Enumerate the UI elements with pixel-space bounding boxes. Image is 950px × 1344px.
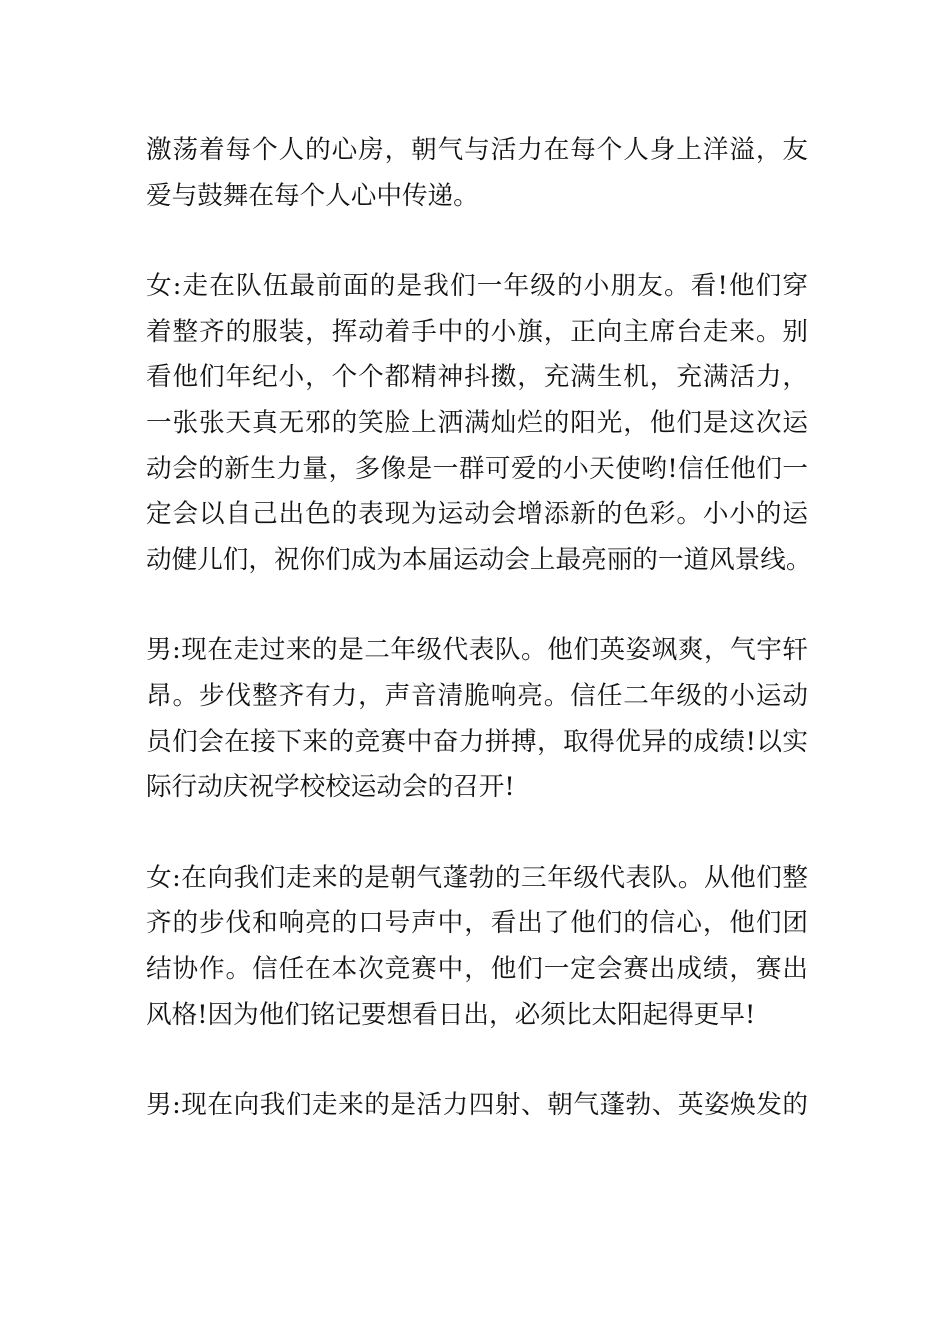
document-body xyxy=(146,128,812,1174)
text-line: 一张张天真无邪的笑脸上洒满灿烂的阳光，他们是这次运 xyxy=(146,407,808,438)
paragraph-3 xyxy=(146,628,808,810)
text-line: 激荡着每个人的心房，朝气与活力在每个人身上洋溢，友 xyxy=(146,135,808,165)
text-line: 男:现在走过来的是二年级代表队。他们英姿飒爽，气宇轩 xyxy=(146,635,808,666)
text-line: 结协作。信任在本次竞赛中，他们一定会赛出成绩，赛出 xyxy=(146,953,808,984)
text-line: 风格!因为他们铭记要想看日出，必须比太阳起得更早! xyxy=(146,999,756,1030)
text-line: 员们会在接下来的竞赛中奋力拼搏，取得优异的成绩!以实 xyxy=(146,726,808,757)
text-line: 动健儿们，祝你们成为本届运动会上最亮丽的一道风景线。 xyxy=(146,544,812,575)
paragraph-1 xyxy=(146,128,808,219)
paragraph-4 xyxy=(146,856,808,1038)
paragraph-5 xyxy=(146,1083,808,1129)
text-line: 定会以自己出色的表现为运动会增添新的色彩。小小的运 xyxy=(146,499,808,530)
text-line: 看他们年纪小，个个都精神抖擞，充满生机，充满活力， xyxy=(146,362,808,393)
text-line: 女:在向我们走来的是朝气蓬勃的三年级代表队。从他们整 xyxy=(146,862,808,893)
text-line: 昂。步伐整齐有力，声音清脆响亮。信任二年级的小运动 xyxy=(146,680,808,711)
text-line: 爱与鼓舞在每个人心中传递。 xyxy=(146,180,479,211)
text-line: 女:走在队伍最前面的是我们一年级的小朋友。看!他们穿 xyxy=(146,271,808,302)
text-line: 男:现在向我们走来的是活力四射、朝气蓬勃、英姿焕发的 xyxy=(146,1090,808,1121)
text-line: 齐的步伐和响亮的口号声中，看出了他们的信心，他们团 xyxy=(146,908,808,939)
text-line: 动会的新生力量，多像是一群可爱的小天使哟!信任他们一 xyxy=(146,453,808,484)
paragraph-2 xyxy=(146,264,812,583)
text-line: 际行动庆祝学校校运动会的召开! xyxy=(146,772,515,803)
text-line: 着整齐的服装，挥动着手中的小旗，正向主席台走来。别 xyxy=(146,316,808,347)
